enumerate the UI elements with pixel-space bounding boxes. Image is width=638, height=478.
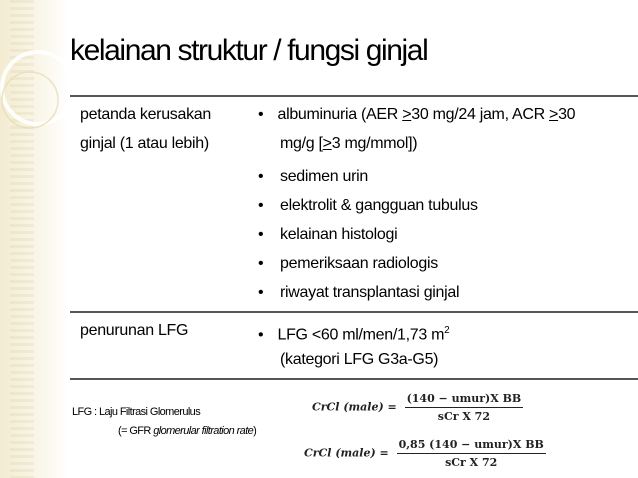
bullet-dot: • bbox=[258, 197, 264, 214]
albuminuria-line2-a: mg/g [ bbox=[280, 135, 323, 152]
footnote-line2-pre: (= GFR bbox=[118, 425, 154, 437]
list-item bbox=[258, 191, 478, 220]
albuminuria-text-b: 30 mg/24 jam, ACR bbox=[411, 106, 550, 123]
table-bottom-rule bbox=[70, 378, 638, 380]
circle-ornament-icon bbox=[0, 40, 80, 160]
lfg-category: (kategori LFG G3a-G5) bbox=[280, 351, 439, 368]
albuminuria-line2-b: 3 mg/mmol]) bbox=[331, 135, 418, 152]
bullet-dot: • bbox=[258, 226, 264, 243]
albuminuria-text-a: albuminuria (AER bbox=[277, 106, 403, 123]
bullet-albuminuria bbox=[258, 104, 575, 126]
row1-label-line1: petanda kerusakan bbox=[80, 106, 212, 123]
list-item-text: elektrolit & gangguan tubulus bbox=[280, 197, 478, 214]
formula-male-denominator: sCr X 72 bbox=[437, 410, 490, 423]
formula-female-numerator: 0,85 (140 − umur)X BB bbox=[397, 438, 546, 454]
slide-title: kelainan struktur / fungsi ginjal bbox=[70, 34, 428, 67]
row1-label-line2: ginjal (1 atau lebih) bbox=[80, 135, 209, 152]
footnote-line1: LFG : Laju Filtrasi Glomerulus bbox=[72, 406, 201, 418]
list-item-text: pemeriksaan radiologis bbox=[280, 255, 438, 272]
bullet-lfg bbox=[258, 320, 449, 346]
table-mid-rule bbox=[70, 311, 638, 313]
albuminuria-line2 bbox=[280, 133, 417, 155]
formula-female bbox=[304, 438, 546, 469]
footnote-line2 bbox=[118, 425, 256, 437]
list-item bbox=[258, 278, 478, 307]
list-item bbox=[258, 249, 478, 278]
bullet-dot: • bbox=[258, 326, 264, 344]
table-top-rule bbox=[70, 95, 638, 97]
formula-female-denominator: sCr X 72 bbox=[445, 456, 498, 469]
bullet-dot: • bbox=[258, 168, 264, 185]
formula-male-fraction bbox=[405, 392, 524, 423]
ge-symbol-1: > bbox=[402, 106, 412, 123]
bullet-dot: • bbox=[258, 106, 264, 123]
formula-male-numerator: (140 − umur)X BB bbox=[405, 392, 524, 408]
formula-male bbox=[312, 392, 523, 423]
ge-symbol-3: > bbox=[322, 135, 332, 152]
superscript-2: 2 bbox=[444, 325, 450, 336]
lfg-text: LFG <60 ml/men/1,73 m bbox=[277, 326, 445, 344]
albuminuria-text-c: 30 bbox=[558, 106, 576, 123]
marker-list bbox=[258, 162, 478, 307]
row2-label: penurunan LFG bbox=[80, 322, 189, 339]
list-item bbox=[258, 220, 478, 249]
ge-symbol-2: > bbox=[549, 106, 559, 123]
footnote-line2-italic: glomerular filtration rate bbox=[153, 425, 254, 437]
list-item-text: kelainan histologi bbox=[280, 226, 398, 243]
bullet-dot: • bbox=[258, 255, 264, 272]
footnote-line2-post: ) bbox=[253, 425, 257, 437]
list-item-text: riwayat transplantasi ginjal bbox=[280, 284, 460, 301]
formula-female-lhs: CrCl (male) = bbox=[304, 446, 389, 460]
formula-female-fraction bbox=[397, 438, 546, 469]
bullet-dot: • bbox=[258, 284, 264, 301]
formula-male-lhs: CrCl (male) = bbox=[312, 400, 397, 414]
list-item-text: sedimen urin bbox=[280, 168, 369, 185]
list-item bbox=[258, 162, 478, 191]
